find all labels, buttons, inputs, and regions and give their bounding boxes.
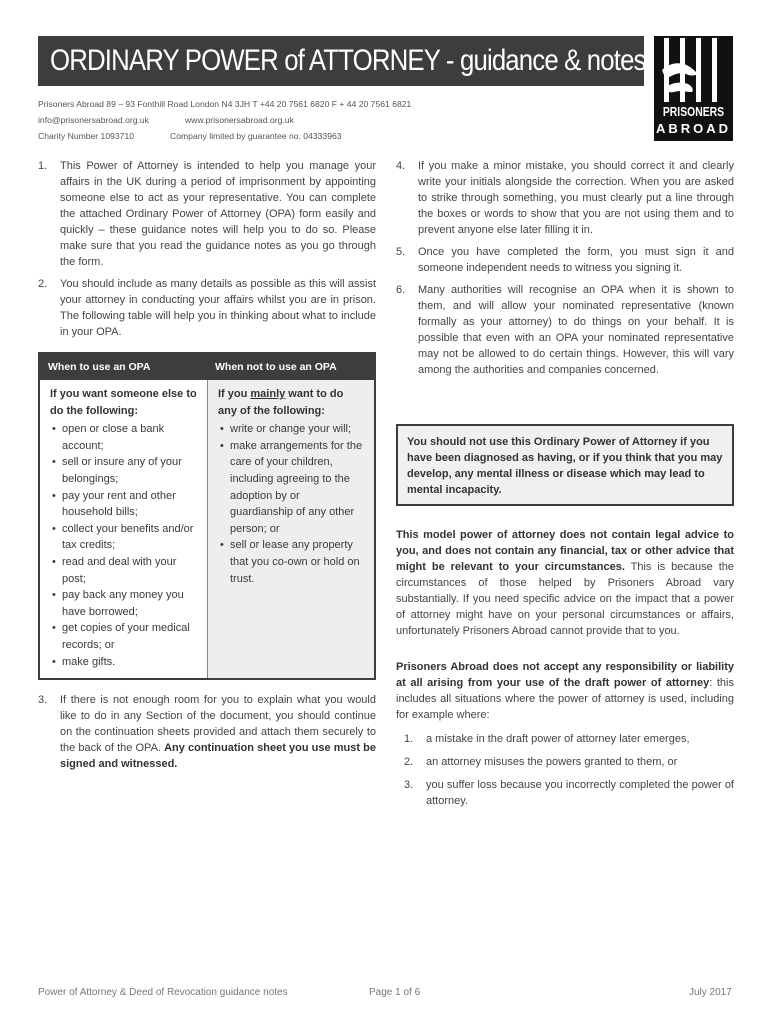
bullet-item: • open or close a bank account; (50, 421, 197, 454)
item-number: 3. (38, 694, 48, 706)
when-not-to-use-column (207, 380, 374, 678)
item-number: 1. (404, 733, 414, 745)
item-text: a mistake in the draft power of attorney later emerges, (426, 733, 690, 745)
header-when-to-use: When to use an OPA (48, 361, 151, 373)
footer-document-title: Power of Attorney & Deed of Revocation guidance notes (38, 987, 288, 998)
liability-list (404, 731, 734, 809)
item-text: This Power of Attorney is intended to help you manage your affairs in the UK during a period of imprisonment by appointing someone else to act as your representative. You can complete the attached Ordinary Power of Attorney (OPA) form easily and quickly – these guidance notes will help you to do so. Please make sure that you read the guidance notes as you go through the form. (60, 160, 376, 268)
item-text: If there is not enough room for you to explain what you would like to do in any Section of the document, you should continue on the continuation sheets provided and attach them securely to the back of the OPA. (60, 694, 376, 754)
list-item (38, 692, 376, 772)
list-item (404, 777, 734, 809)
list-item (396, 244, 734, 276)
use-intro: If you want someone else to do the following: (50, 388, 197, 417)
list-item (396, 158, 734, 238)
opa-guidance-table (38, 352, 376, 680)
item-3 (38, 692, 376, 778)
item-number: 1. (38, 160, 48, 172)
item-text: You should include as many details as possible as this will assist your attorney in conducting your affairs whilst you are in prison. The following table will help you in thinking about what to include in your OPA. (60, 278, 376, 338)
bullet-item: • read and deal with your post; (50, 554, 197, 587)
prisoners-abroad-logo (654, 36, 733, 141)
header-when-not-to-use: When not to use an OPA (215, 361, 337, 373)
emphasis-mainly: mainly (250, 388, 286, 400)
table-header (40, 354, 374, 380)
bullet-item: • pay back any money you have borrowed; (50, 587, 197, 620)
contact-email: info@prisonersabroad.org.uk (38, 115, 149, 125)
contact-details (38, 96, 411, 144)
company-number: Company limited by guarantee no. 04333963 (170, 131, 342, 141)
liability-bold: Prisoners Abroad does not accept any responsibility or liability at all arising from your use of the draft power of attorney (396, 661, 734, 689)
bullet-item: • pay your rent and other household bills; (50, 488, 197, 521)
legal-advice-paragraph (396, 527, 734, 639)
title-bar (38, 36, 644, 86)
bullet-item: • collect your benefits and/or tax credits; (50, 521, 197, 554)
bullet-item: • sell or insure any of your belongings; (50, 454, 197, 487)
contact-website: www.prisonersabroad.org.uk (184, 115, 294, 125)
left-column (38, 158, 376, 346)
item-number: 3. (404, 779, 414, 791)
item-number: 4. (396, 160, 406, 172)
bullet-item: • make arrangements for the care of your children, including agreeing to the adoption by or guardianship of any other person; or (218, 438, 364, 538)
right-column (396, 158, 734, 384)
not-list (218, 421, 364, 587)
list-item (396, 282, 734, 378)
liability-text: : this includes all situations where the power of attorney is used, including for example where: (396, 677, 734, 721)
item-number: 5. (396, 246, 406, 258)
list-item (404, 731, 734, 747)
logo-text-line2: ABROAD (655, 121, 732, 136)
bullet-item: • make gifts. (50, 654, 197, 671)
item-text: Once you have completed the form, you must sign it and someone independent needs to witness you signing it. (418, 246, 734, 274)
not-intro: If you mainly want to do any of the following: (218, 388, 344, 417)
bullet-item: • sell or lease any property that you co-own or hold on trust. (218, 537, 364, 587)
liability-paragraph (396, 659, 734, 723)
item-text: If you make a minor mistake, you should correct it and clearly write your initials alongside the correction. When you are asked to strike through something, you must clearly put a line through the boxes or words to show that you are not using them and to prevent anyone else later filling it in. (418, 160, 734, 236)
list-item (38, 158, 376, 270)
mental-incapacity-warning: You should not use this Ordinary Power of Attorney if you have been diagnosed as having, or if you think that you may develop, any mental illness or disease which may lead to mental incapacity. (396, 424, 734, 506)
advice-text: This is because the circumstances of those helped by Prisoners Abroad vary substantially. If you need specific advice on the impact that a power of attorney might have on your personal circumstances or affairs, unfortunately Prisoners Abroad cannot provide that to you. (396, 561, 734, 637)
logo-text-line1: PRISONERS (662, 104, 725, 119)
advice-bold: This model power of attorney does not contain legal advice to you, and does not contain any financial, tax or other advice that might be relevant to your circumstances. (396, 529, 734, 573)
item-text: you suffer loss because you incorrectly completed the power of attorney. (426, 779, 734, 807)
page-title: ORDINARY POWER of ATTORNEY - guidance & notes (50, 44, 646, 77)
item-bold-text: Any continuation sheet you use must be signed and witnessed. (60, 742, 376, 770)
item-number: 2. (404, 756, 414, 768)
bullet-item: • write or change your will; (218, 421, 364, 438)
list-item (404, 754, 734, 770)
when-to-use-column (40, 380, 207, 678)
item-number: 2. (38, 278, 48, 290)
footer-page-number: Page 1 of 6 (369, 987, 421, 998)
footer-date: July 2017 (689, 987, 732, 998)
item-text: an attorney misuses the powers granted to them, or (426, 756, 678, 768)
list-item (38, 276, 376, 340)
item-number: 6. (396, 284, 406, 296)
contact-address: Prisoners Abroad 89 – 93 Fonthill Road London N4 3JH T +44 20 7561 6820 F + 44 20 7561 6821 (38, 99, 412, 109)
use-list (50, 421, 197, 670)
item-text: Many authorities will recognise an OPA when it is shown to them, and will allow your nominated representative (known formally as your attorney) to do things on your behalf. It is possible that even with an OPA your nominated representative may not be allowed to do certain things. However, this will vary among the authorities and companies concerned. (418, 284, 734, 376)
charity-number: Charity Number 1093710 (38, 131, 135, 141)
prison-bars-hands-icon (654, 36, 733, 104)
bullet-item: • get copies of your medical records; or (50, 620, 197, 653)
